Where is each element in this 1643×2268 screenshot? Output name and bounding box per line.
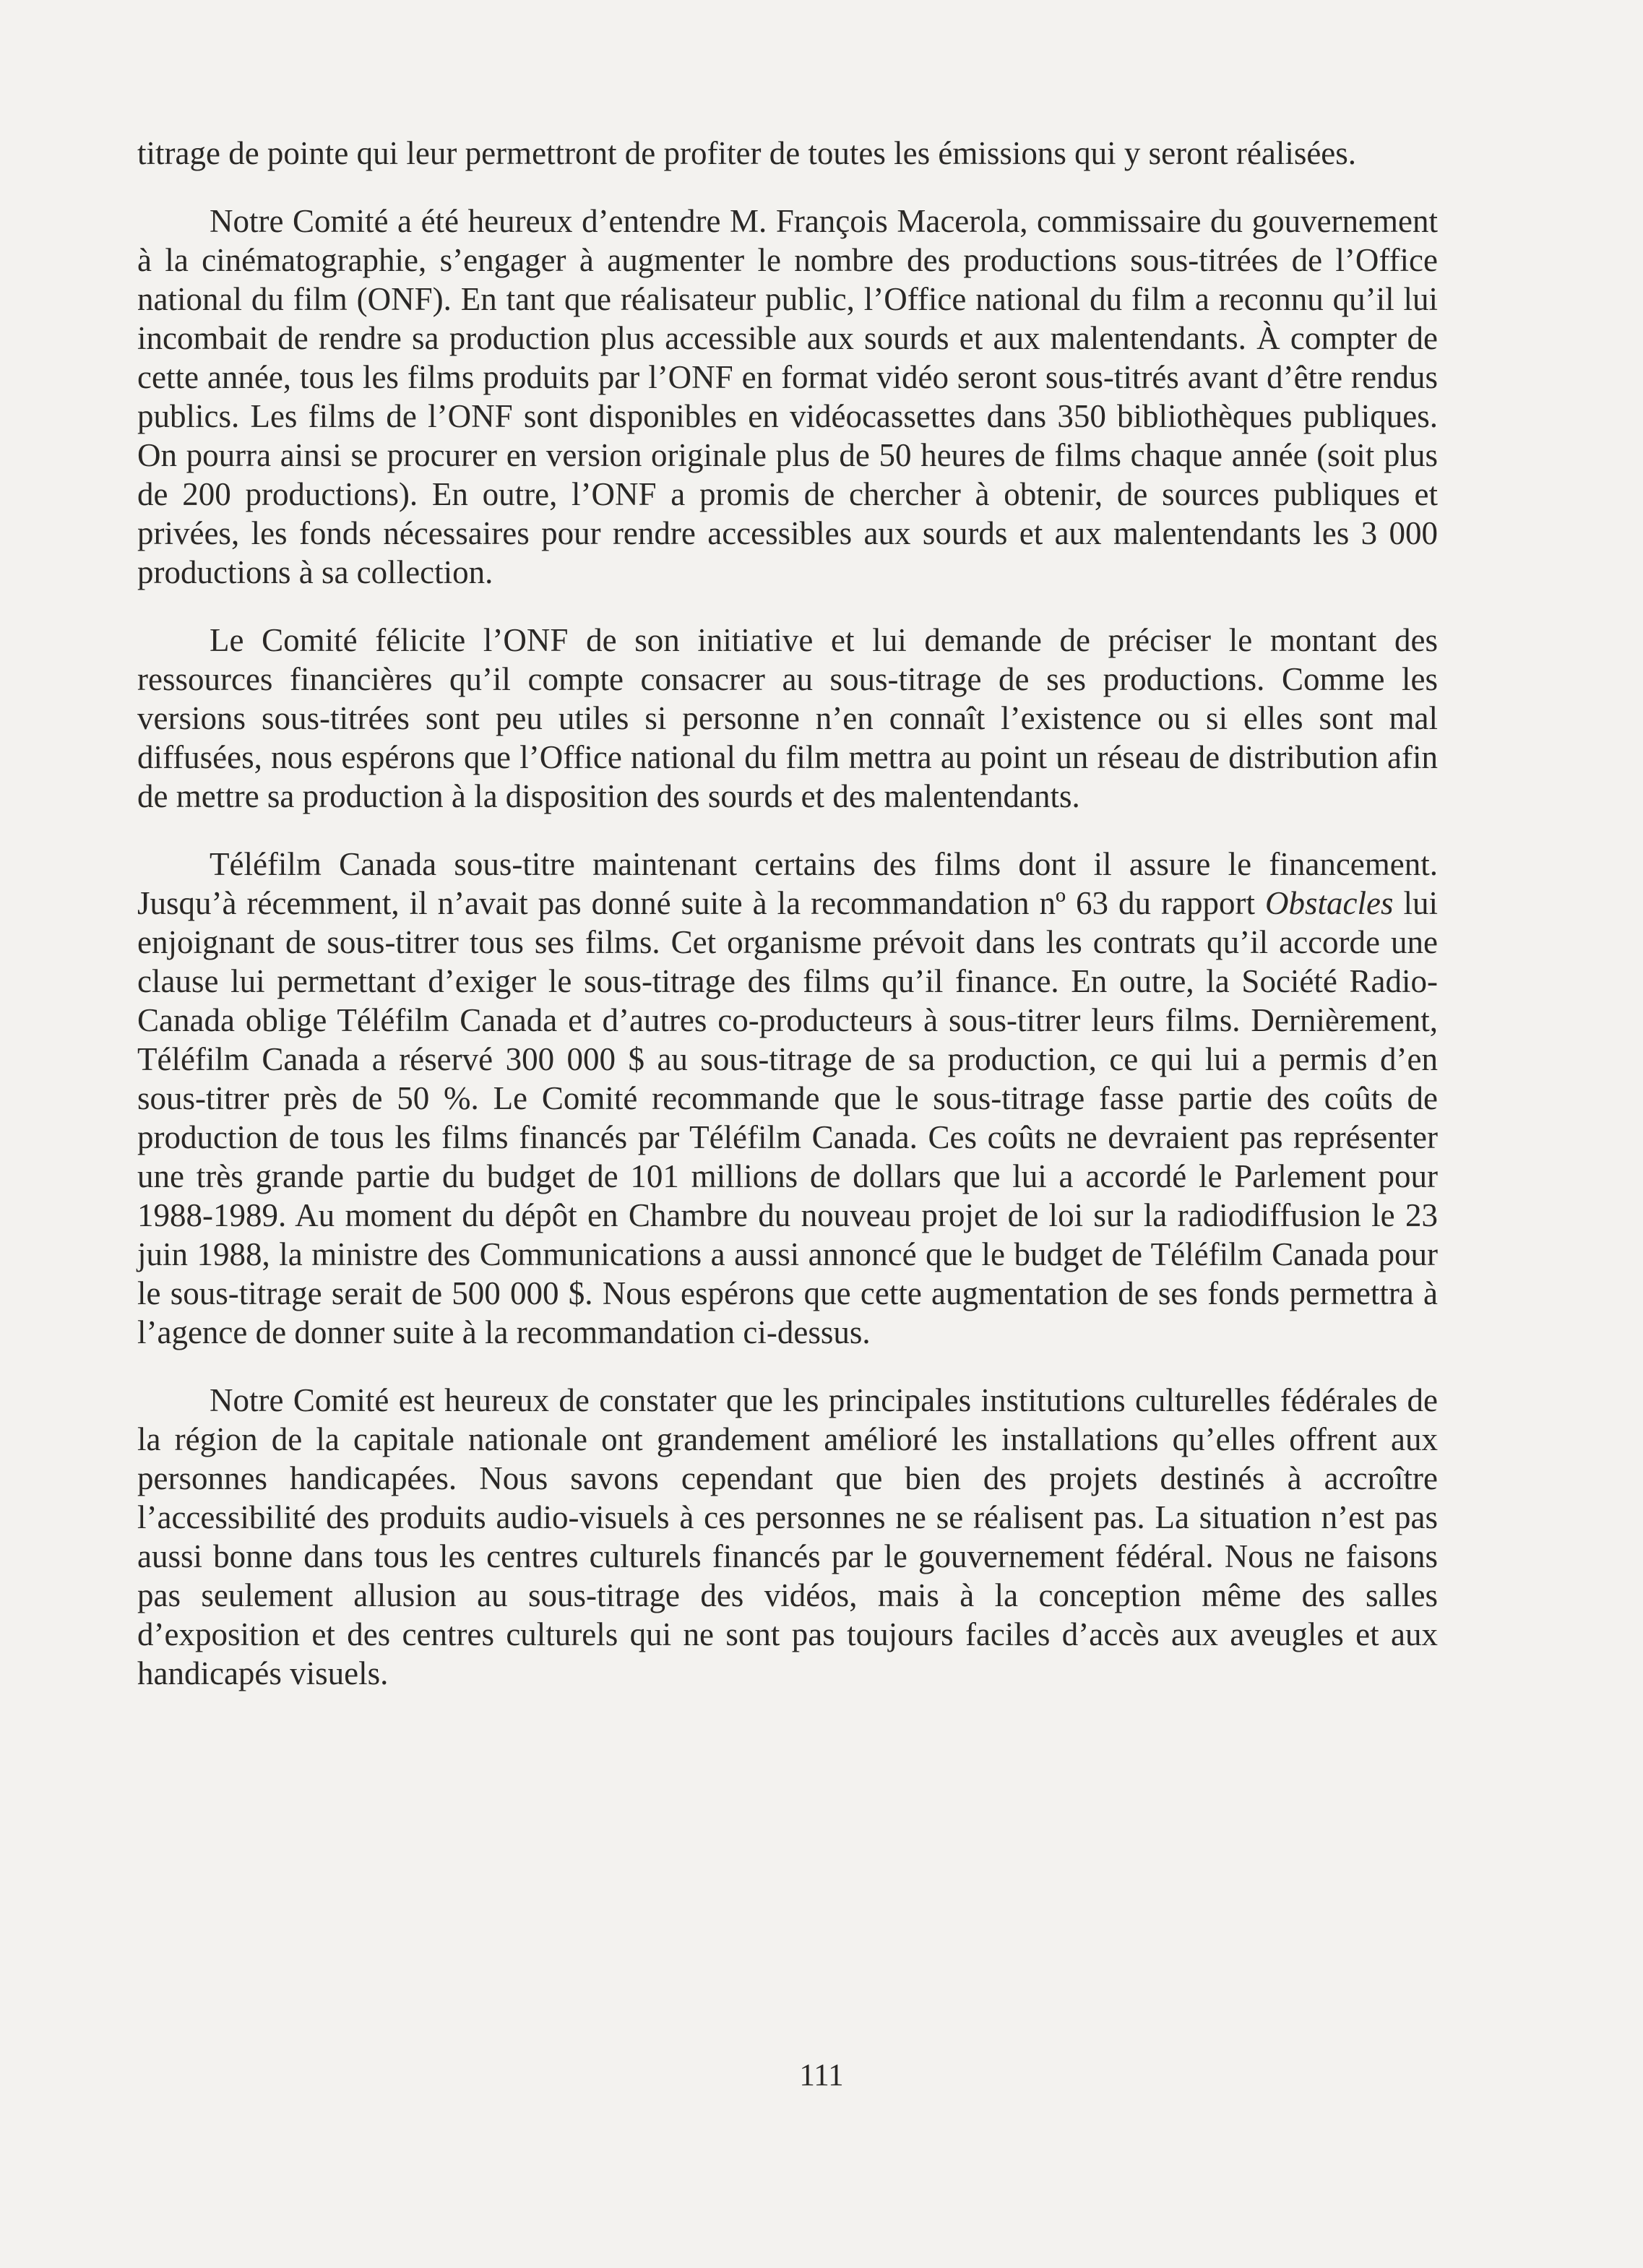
paragraph-telefilm-text-after: lui enjoignant de sous-titrer tous ses films. Cet organisme prévoit dans les contrats qu’il accorde une clause lui permettant d’exiger le sous-titrage des films qu’il finance. En outre, la Société Radio-Canada oblige Téléfilm Canada et d’autres co-producteurs à sous-titrer leurs films. Dernièrement, Téléfilm Canada a réservé 300 000 $ au sous-titrage de sa production, ce qui lui a permis d’en sous-titrer près de 50 %. Le Comité recommande que le sous-titrage fasse partie des coûts de production de tous les films financés par Téléfilm Canada. Ces coûts ne devraient pas représenter une très grande partie du budget de 101 millions de dollars que lui a accordé le Parlement pour 1988-1989. Au moment du dépôt en Chambre du nouveau projet de loi sur la radiodiffusion le 23 juin 1988, la ministre des Communications a aussi annoncé que le budget de Téléfilm Canada pour le sous-titrage serait de 500 000 $. Nous espérons que cette augmentation de ses fonds permettra à l’agence de donner suite à la recommandation ci-dessus. [137, 885, 1438, 1350]
paragraph-telefilm-text-before: Téléfilm Canada sous-titre maintenant certains des films dont il assure le financement. Jusqu’à récemment, il n’avait pas donné suite à la recommandation nº 63 du rapport [137, 846, 1438, 921]
page-number: 111 [799, 2058, 844, 2092]
paragraph-onf-funding: Le Comité félicite l’ONF de son initiative et lui demande de préciser le montant des ressources financières qu’il compte consacrer au sous-titrage de ses productions. Comme les versions sous-titrées sont peu utiles si personne n’en connaît l’existence ou si elles sont mal diffusées, nous espérons que l’Office national du film mettra au point un réseau de distribution afin de mettre sa production à la disposition des sourds et des malentendants. [137, 622, 1438, 814]
report-title-obstacles: Obstacles [1264, 885, 1394, 921]
paragraph-continuation: titrage de pointe qui leur permettront de profiter de toutes les émissions qui y seront réalisées. [137, 135, 1357, 171]
paragraph-telefilm [137, 845, 1438, 1352]
paragraph-onf-commitment: Notre Comité a été heureux d’entendre M. François Macerola, commissaire du gouvernement à la cinématographie, s’engager à augmenter le nombre des productions sous-titrées de l’Office national du film (ONF). En tant que réalisateur public, l’Office national du film a reconnu qu’il lui incombait de rendre sa production plus accessible aux sourds et aux malentendants. À compter de cette année, tous les films produits par l’ONF en format vidéo seront sous-titrés avant d’être rendus publics. Les films de l’ONF sont disponibles en vidéocassettes dans 350 bibliothèques publiques. On pourra ainsi se procurer en version originale plus de 50 heures de films chaque année (soit plus de 200 productions). En outre, l’ONF a promis de chercher à obtenir, de sources publiques et privées, les fonds nécessaires pour rendre accessibles aux sourds et aux malentendants les 3 000 productions à sa collection. [137, 203, 1438, 590]
paragraph-cultural-institutions: Notre Comité est heureux de constater que les principales institutions culturelles fédérales de la région de la capitale nationale ont grandement amélioré les installations qu’elles offrent aux personnes handicapées. Nous savons cependant que bien des projets destinés à accroître l’accessibilité des produits audio-visuels à ces personnes ne se réalisent pas. La situation n’est pas aussi bonne dans tous les centres culturels financés par le gouvernement fédéral. Nous ne faisons pas seulement allusion au sous-titrage des vidéos, mais à la conception même des salles d’exposition et des centres culturels qui ne sont pas toujours faciles d’accès aux aveugles et aux handicapés visuels. [137, 1382, 1438, 1691]
page-body [137, 134, 1438, 1722]
